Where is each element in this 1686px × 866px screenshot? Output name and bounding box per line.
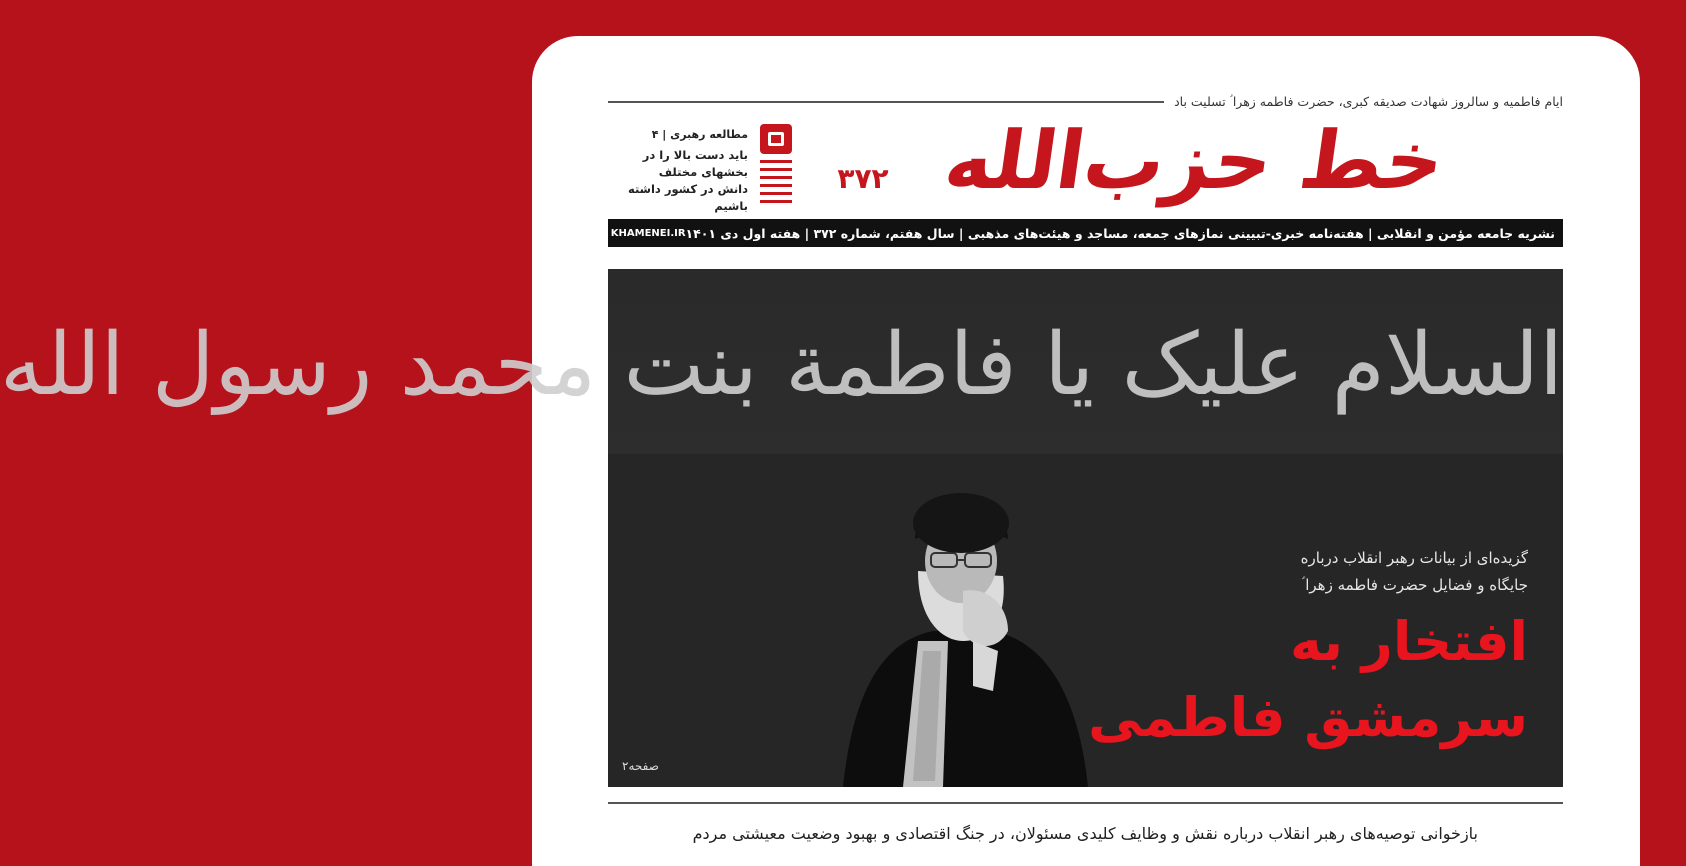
hero-feature[interactable] <box>0 269 1563 787</box>
hero-subtitle-line-2: جایگاه و فضایل حضرت فاطمه زهرا ؑ <box>1301 576 1528 594</box>
issue-number: ۳۷۲ <box>837 162 889 195</box>
side-note-line-1: باید دست بالا را در بخشهای مختلف <box>642 148 748 179</box>
site-link[interactable] <box>594 227 686 240</box>
side-note-label: مطالعه رهبری | ۴ <box>651 128 748 141</box>
hero-headline-line-2: سرمشق فاطمی <box>1088 686 1528 749</box>
page-content <box>0 36 1640 866</box>
page-reference: صفحه۲ <box>622 759 659 773</box>
publication-info-bar <box>608 219 1563 247</box>
hero-subtitle <box>1148 545 1528 599</box>
condolence-text: ایام فاطمیه و سالروز شهادت صدیقه کبری، حضرت فاطمه زهرا ؑ تسلیت باد <box>1174 94 1563 109</box>
calligraphy-text: السلام علیک یا فاطمة بنت محمد رسول الله <box>0 315 1563 415</box>
hero-headline <box>1078 604 1528 756</box>
site-url: KHAMENEI.IR <box>610 227 686 239</box>
site-logo-icon <box>594 227 607 240</box>
hero-headline-line-1: افتخار به <box>1289 610 1528 673</box>
teaser-headline[interactable]: بازخوانی توصیه‌های رهبر انقلاب درباره نقش و وظایف کلیدی مسئولان، در جنگ اقتصادی و بهبود وضعیت معیشتی مردم <box>692 824 1478 843</box>
calligraphy-banner <box>0 269 1563 454</box>
portrait-image <box>823 491 1103 787</box>
side-note-line-2: دانش در کشور داشته باشیم <box>628 182 748 213</box>
masthead-title: خط حزب‌الله <box>939 114 1450 207</box>
publication-info-text: نشریه جامعه مؤمن و انقلابی | هفته‌نامه خبری-تبیینی نمازهای جمعه، مساجد و هیئت‌های مذهبی | سال هفتم، شماره ۳۷۲ | هفته اول دی ۱۴۰۱ <box>685 225 1555 241</box>
publication-logo-icon <box>760 124 792 204</box>
hero-subtitle-line-1: گزیده‌ای از بیانات رهبر انقلاب درباره <box>1300 549 1528 567</box>
bottom-divider <box>608 802 1563 804</box>
leader-study-note[interactable] <box>608 128 748 213</box>
